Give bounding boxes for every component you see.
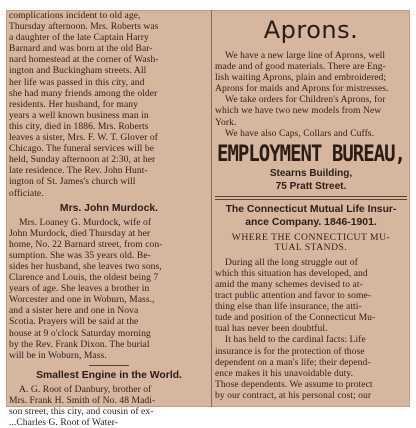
text-line: dependent on a man's life; their depend-	[215, 356, 371, 368]
text-line: York.	[215, 116, 237, 128]
section-divider	[89, 365, 129, 366]
text-line: A. G. Root of Danbury, brother of	[19, 383, 152, 395]
text-line: she had many friends among the older	[9, 87, 158, 99]
text-line: son street, this city, and cousin of ex-	[9, 406, 154, 417]
aprons-ad	[215, 50, 407, 139]
text-line: house at 9 o'clock Saturday morning	[9, 327, 151, 339]
text-line: amid the many schemes devised to at-	[215, 278, 363, 290]
insurance-heading	[215, 203, 407, 229]
text-line: tual has never been doubtful.	[215, 323, 328, 335]
subheading-line: WHERE THE CONNECTICUT MU-	[231, 231, 391, 243]
text-line: tude and position of the Connecticut Mu-	[215, 312, 376, 324]
text-line: sides her husband, she leaves two sons,	[9, 260, 162, 272]
text-line: ington and Buckingham streets. All	[9, 65, 147, 77]
text-line: will be in Woburn, Mass.	[9, 349, 107, 361]
text-line: lish waiting Aprons, plain and embroidered;	[215, 72, 387, 84]
text-line: Worcester and one in Woburn, Mass.,	[9, 294, 155, 306]
text-line: ...Charles G. Root of Water-	[9, 417, 118, 428]
text-line: thing else than life insurance, the atti-	[215, 301, 362, 313]
text-line: ington of St. James's church will	[9, 176, 136, 188]
employment-address-line2: 75 Pratt Street.	[275, 180, 347, 192]
employment-address-line1: Stearns Building,	[269, 167, 353, 179]
insurance-heading-line1: The Connecticut Mutual Life Insur-	[225, 203, 397, 215]
engine-heading: Smallest Engine in the World.	[36, 369, 182, 381]
text-line: We take orders for Children's Aprons, for	[225, 94, 386, 106]
text-line: Chicago. The funeral services will be	[9, 143, 154, 155]
roberts-obituary	[9, 10, 209, 199]
employment-bureau-title: EMPLOYMENT BUREAU,	[217, 141, 405, 167]
text-line: made and of good materials. There are Eng-	[215, 61, 386, 73]
text-line: years of age. She leaves a brother in	[9, 283, 150, 295]
insurance-article	[215, 257, 407, 401]
text-line: Those dependents. We assume to protect	[215, 378, 373, 390]
text-line: Mrs. Frank H. Smith of No. 48 Madi-	[9, 394, 156, 406]
text-line: We have also Caps, Collars and Cuffs.	[225, 127, 375, 139]
text-line: a daughter of the late Captain Harry	[9, 32, 149, 44]
text-line: Scotia. Prayers will be said at the	[9, 316, 139, 328]
text-line: Mrs. Loaney G. Murdock, wife of	[19, 216, 152, 228]
aprons-title: Aprons.	[263, 16, 359, 44]
insurance-heading-line2: ance Company. 1846-1901.	[245, 216, 377, 228]
text-line: We have a new large line of Aprons, well	[225, 50, 386, 61]
insurance-subheading	[215, 233, 407, 254]
text-line: residents. Her husband, for many	[9, 98, 138, 110]
text-line: Aprons for maids and Aprons for mistresses.	[215, 83, 389, 95]
text-line: by the Rev. Frank Dixon. The burial	[9, 338, 150, 350]
text-line: home, No. 22 Barnard street, from con-	[9, 238, 163, 250]
text-line: tract public attention and favor to some-	[215, 290, 372, 302]
text-line: Thursday afternoon. Mrs. Roberts was	[9, 21, 159, 33]
text-line: late residence. The Rev. John Hunt-	[9, 165, 148, 177]
text-line: by our contract, at his personal cost; our	[215, 389, 372, 401]
text-line: which this situation has developed, and	[215, 267, 368, 279]
text-line: ence makes it his unavoidable duty.	[215, 367, 354, 379]
text-line: and a sister here and one in Nova	[9, 305, 139, 317]
left-column	[9, 10, 209, 428]
text-line: years a well known business man in	[9, 109, 149, 121]
text-line: It has held to the cardinal facts: Life	[225, 334, 366, 346]
text-line: which we have two new models from New	[215, 105, 382, 117]
subheading-line: TUAL STANDS.	[274, 242, 348, 254]
murdock-obituary	[9, 217, 209, 361]
murdock-heading: Mrs. John Murdock.	[59, 202, 159, 214]
engine-article	[9, 384, 209, 428]
text-line: complications incident to old age,	[9, 10, 141, 21]
right-column	[215, 10, 407, 407]
text-line: leaves a sister, Mrs. F. W. T. Glover of	[9, 132, 158, 144]
text-line: held, Sunday afternoon at 2:30, at her	[9, 154, 156, 166]
text-line: John Murdock, died Thursday at her	[9, 227, 151, 239]
text-line: her life was passed in this city, and	[9, 76, 145, 88]
text-line: nard homestead at the corner of Wash-	[9, 54, 159, 66]
text-line: Barnard and was born at the old Bar-	[9, 43, 153, 55]
text-line: insurance is for the protection of those	[215, 345, 365, 357]
text-line: this city, died in 1886. Mrs. Roberts	[9, 120, 149, 132]
column-divider	[211, 10, 212, 407]
text-line: sumption. She was 35 years old. Be-	[9, 249, 151, 261]
text-line: officiate.	[9, 187, 44, 199]
text-line: Clarence and Louis, the oldest being 7	[9, 272, 159, 284]
newspaper-clipping	[6, 10, 410, 428]
section-divider	[215, 196, 407, 200]
text-line: During all the long struggle out of	[225, 256, 358, 268]
